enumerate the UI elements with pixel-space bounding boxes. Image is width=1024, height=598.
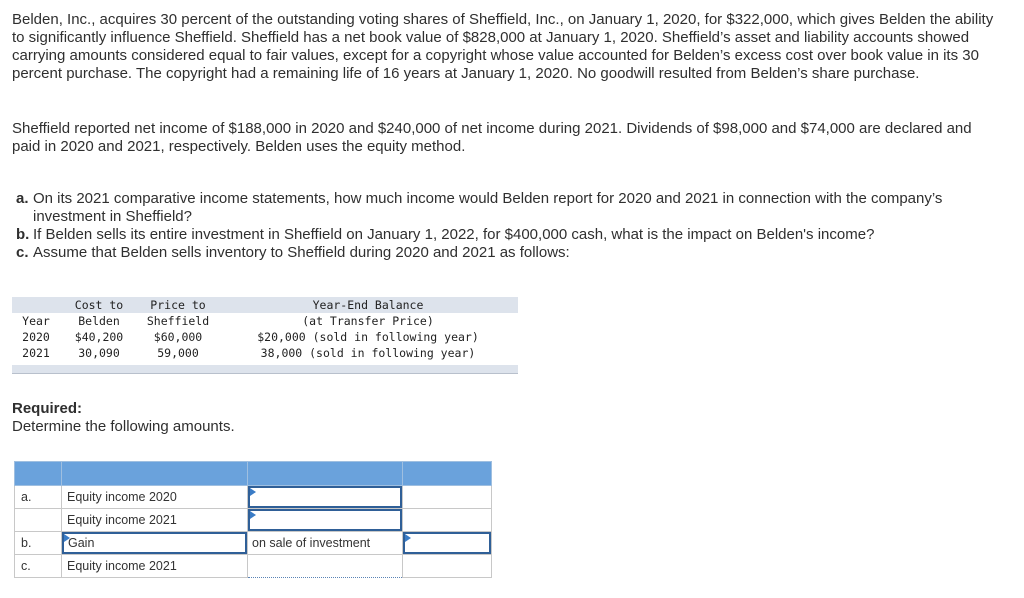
header-cell: Belden <box>78 314 120 328</box>
header-cell: Cost to <box>60 297 138 313</box>
table-footer-bar <box>12 365 518 374</box>
inventory-table-block <box>12 297 518 374</box>
empty-cell <box>403 555 492 578</box>
input-marker-icon <box>405 534 411 542</box>
required-title: Required: <box>12 400 83 417</box>
problem-paragraph-2: Sheffield reported net income of $188,000 in 2020 and $240,000 of net income during 2021. Dividends of $98,000 and $74,000 are declared and paid in 2020 and 2021, respectively. Belden uses the equity method. <box>12 120 972 155</box>
question-label: c. <box>16 244 29 261</box>
gain-amount-cell <box>403 532 492 555</box>
answer-row <box>15 509 492 532</box>
equity-income-2021-input[interactable] <box>248 509 402 531</box>
table-cell: $40,200 <box>74 330 124 344</box>
input-marker-icon <box>250 511 256 519</box>
row-letter: b. <box>15 532 62 555</box>
header-cell: Year-End Balance <box>218 297 518 313</box>
answer-row <box>15 486 492 509</box>
header-cell <box>12 297 60 313</box>
header-cell: Price to <box>138 297 218 313</box>
table-cell: 2020 <box>22 330 50 344</box>
header-cell <box>15 462 62 486</box>
equity-income-2021-cell <box>248 509 403 532</box>
question-label: b. <box>16 226 30 243</box>
question-b <box>16 226 1006 244</box>
gain-loss-select[interactable] <box>62 532 247 554</box>
row-label: Equity income 2021 <box>62 509 248 532</box>
header-cell <box>248 462 403 486</box>
question-label: a. <box>16 190 29 207</box>
row-letter: a. <box>15 486 62 509</box>
answer-grid <box>14 461 492 578</box>
table-cell: 30,090 <box>78 346 120 360</box>
problem-paragraph-1: Belden, Inc., acquires 30 percent of the outstanding voting shares of Sheffield, Inc., on January 1, 2020, for $322,000, which gives Belden the ability to significantly influence Sheffield. Sheffield has a net book value of $828,000 at January 1, 2020. Sheffield’s asset and liability accounts showed carrying amounts considered equal to fair values, except for a copyright whose value accounted for Belden’s excess cost over book value in its 30 percent purchase. The copyright had a remaining life of 16 years at January 1, 2020. No goodwill resulted from Belden’s share purchase. <box>12 11 994 82</box>
table-cell: 59,000 <box>157 346 199 360</box>
header-cell <box>62 462 248 486</box>
equity-income-2020-input[interactable] <box>248 486 402 508</box>
table-row <box>12 329 518 345</box>
gain-select-cell <box>62 532 248 555</box>
gain-select-value: Gain <box>68 536 95 550</box>
header-cell <box>403 462 492 486</box>
static-text-cell: on sale of investment <box>248 532 403 555</box>
question-c <box>16 244 1006 262</box>
table-cell: 38,000 (sold in following year) <box>260 346 476 360</box>
empty-cell <box>403 509 492 532</box>
answer-header-row <box>15 462 492 486</box>
gain-amount-input[interactable] <box>403 532 491 554</box>
table-cell: $60,000 <box>153 330 203 344</box>
question-a <box>16 190 1006 226</box>
table-row <box>12 345 518 361</box>
table-cell: 2021 <box>22 346 50 360</box>
equity-income-c-input[interactable] <box>248 555 403 578</box>
table-cell: $20,000 (sold in following year) <box>257 330 479 344</box>
required-subtitle: Determine the following amounts. <box>12 418 235 435</box>
answer-row <box>15 555 492 578</box>
row-letter: c. <box>15 555 62 578</box>
question-list <box>16 190 1006 262</box>
answer-table <box>14 461 492 578</box>
input-marker-icon <box>64 534 70 542</box>
row-label: Equity income 2020 <box>62 486 248 509</box>
question-text: If Belden sells its entire investment in Sheffield on January 1, 2022, for $400,000 cash, what is the impact on Belden's income? <box>33 226 875 243</box>
header-cell: Sheffield <box>146 314 210 328</box>
row-letter <box>15 509 62 532</box>
table-header-row <box>12 297 518 313</box>
answer-row <box>15 532 492 555</box>
input-marker-icon <box>250 488 256 496</box>
question-text: Assume that Belden sells inventory to Sheffield during 2020 and 2021 as follows: <box>33 244 570 261</box>
question-text: On its 2021 comparative income statements, how much income would Belden report for 2020 and 2021 in connection with the company’s investment in Sheffield? <box>33 190 943 225</box>
header-cell: (at Transfer Price) <box>302 314 434 328</box>
table-header-row <box>12 313 518 329</box>
row-label: Equity income 2021 <box>62 555 248 578</box>
header-cell: Year <box>22 314 50 328</box>
inventory-table <box>12 297 518 361</box>
equity-income-2020-cell <box>248 486 403 509</box>
empty-cell <box>403 486 492 509</box>
